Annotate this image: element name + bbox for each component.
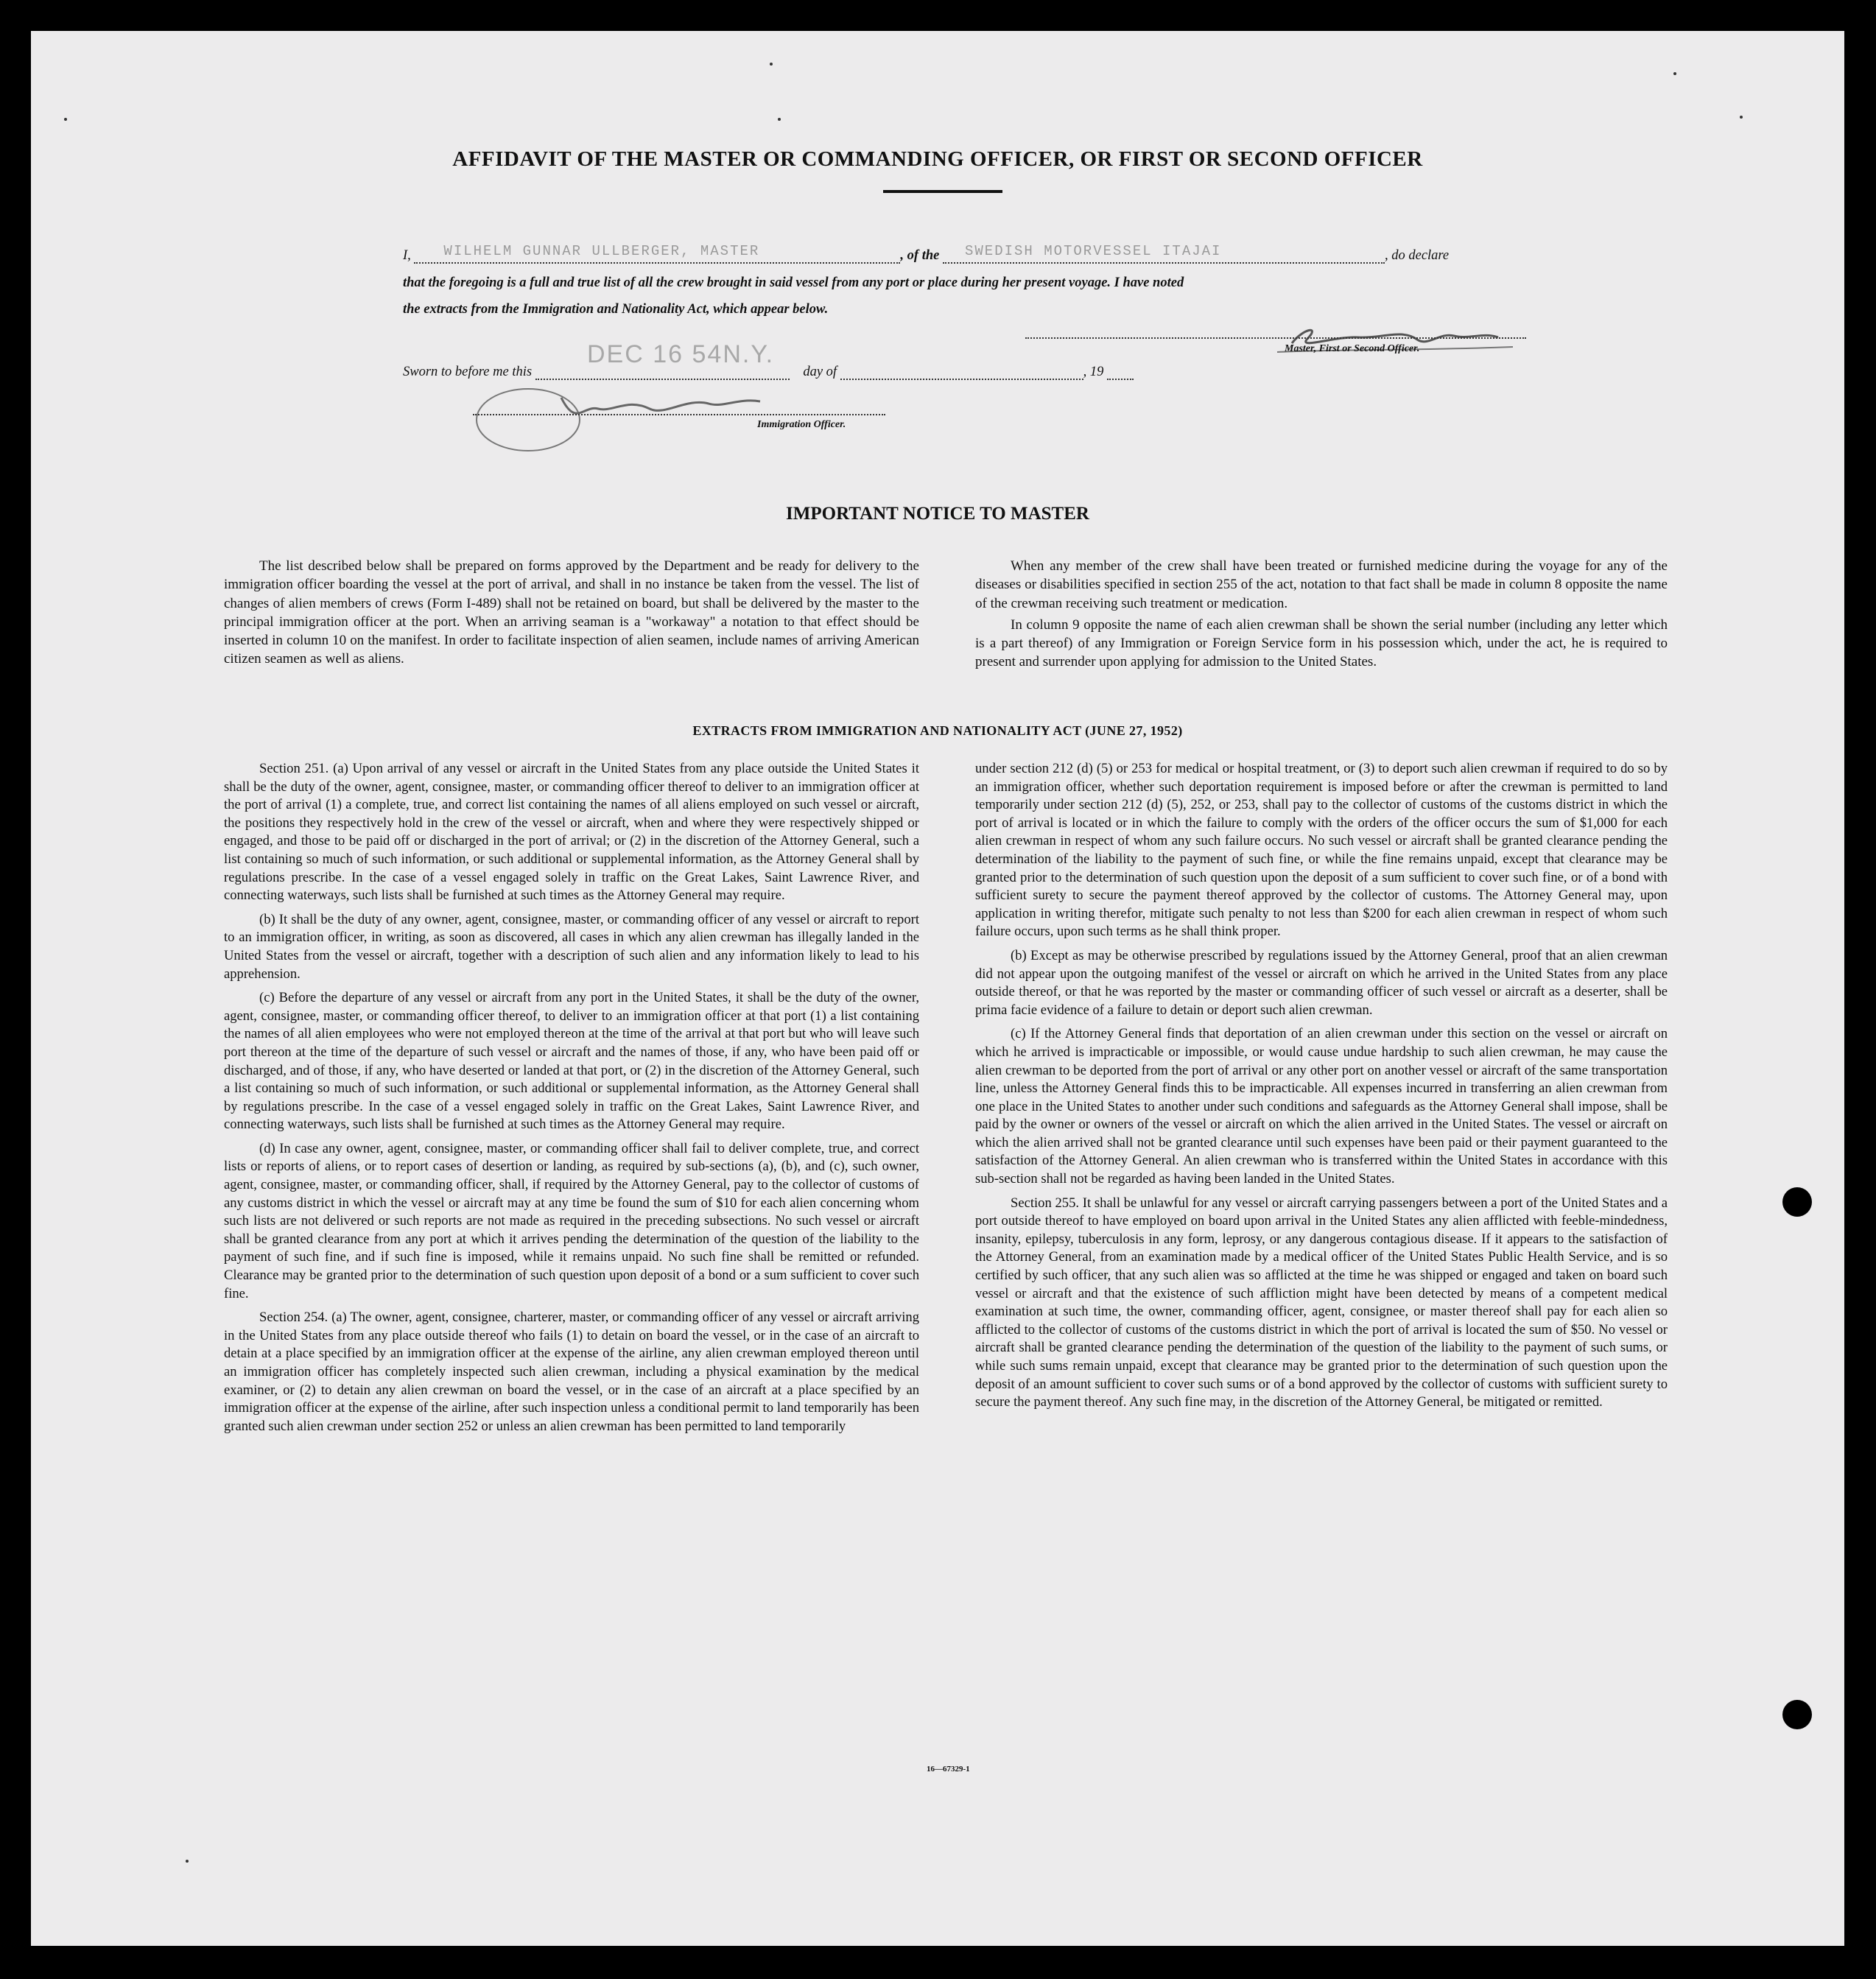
declaration-i-label: I, bbox=[403, 248, 411, 263]
extract-paragraph: (b) It shall be the duty of any owner, agent, consignee, master, or commanding officer of any vessel or aircraft to report to an immigration officer, in writing, as soon as discovered, all cases in which any alien crewman has illegally landed in the United States from the vessel or aircraft, together with a description of such alien and any information likely to lead to his apprehension. bbox=[224, 911, 919, 982]
notice-left-column bbox=[224, 557, 919, 675]
notice-paragraph: When any member of the crew shall have been treated or furnished medicine during the voyage for any of the diseases or disabilities specified in section 255 of the act, notation to that fact shall be made in column 8 opposite the name of the crewman receiving such treatment or medication. bbox=[975, 558, 1668, 611]
form-number: 16—67329-1 bbox=[927, 1765, 970, 1774]
master-name-field bbox=[414, 243, 900, 264]
master-caption: Master, First or Second Officer. bbox=[1285, 343, 1420, 354]
notice-paragraph: The list described below shall be prepared on forms approved by the Department and be ready for delivery to the immigration officer boarding the vessel at the port of arrival, and shall in no instance be taken from the vessel. The list of changes of alien members of crews (Form I-489) shall not be retained on board, but shall be delivered by the master to the principal immigration officer at the port. When an arriving seaman is a "workaway" a notation to that effect should be inserted in column 10 on the manifest. In order to facilitate inspection of alien seamen, include names of arriving American citizen seamen as well as aliens. bbox=[224, 558, 919, 667]
do-declare-label: , do declare bbox=[1384, 248, 1450, 263]
extract-paragraph: under section 212 (d) (5) or 253 for medical or hospital treatment, or (3) to deport such alien crewman if required to do so by an immigration officer, whether such deportation requirement is imposed before or after the crewman is permitted to land temporarily under section 212 (d) (5), 252, or 253, shall pay to the collector of customs of the customs district in which the port of arrival is located or in which the failure to comply with the orders of the officer occurs the sum of $1,000 for each alien crewman in respect of whom any such failure occurs. No such vessel or aircraft shall be granted clearance pending the determination of the liability to the payment of such fine, or while the fine remains unpaid, except that clearance may be granted prior to the determination of such question upon the deposit of a sum sufficient to cover such fine, or of a bond with sufficient surety to secure the payment thereof approved by the collector of customs. The Attorney General may, upon application in writing therefor, mitigate such penalty to not less than $200 for each alien crewman in respect of whom such failure occurs, upon such terms as he shall think proper. bbox=[975, 761, 1668, 940]
master-signature-line bbox=[1025, 337, 1526, 339]
notice-paragraph: In column 9 opposite the name of each alien crewman shall be shown the serial number (including any letter which is a part thereof) of any Immigration or Foreign Service form in his possession which, under the act, he is required to present and surrender upon applying for admission to the United States. bbox=[975, 616, 1668, 670]
scan-speck bbox=[186, 1860, 189, 1863]
extracts-title: EXTRACTS FROM IMMIGRATION AND NATIONALITY ACT (JUNE 27, 1952) bbox=[692, 723, 1183, 738]
extract-paragraph: Section 254. (a) The owner, agent, consignee, charterer, master, or commanding officer of any vessel or aircraft arriving in the United States from any place outside thereof who fails (1) to detain on board the vessel, or in the case of an aircraft to detain at a place specified by an immigration officer at the expense of the airline, any alien crewman employed thereon until an immigration officer has completely inspected such alien crewman, including a physical examination by the medical examiner, or (2) to detain any alien crewman on board the vessel, or in the case of an aircraft at a place specified by an immigration officer at the expense of the airline, after such inspection unless a conditional permit to land temporarily has been granted such alien crewman under section 252 or unless an alien crewman has been permitted to land temporarily bbox=[224, 1310, 919, 1434]
extracts-right-column bbox=[975, 760, 1668, 1418]
officer-signature bbox=[473, 376, 782, 457]
extract-paragraph: Section 255. It shall be unlawful for any vessel or aircraft carrying passengers between a port of the United States and a port outside thereof to have employed on board upon arrival in the United States any alien afflicted with feeble-mindedness, insanity, epilepsy, tuberculosis in any form, leprosy, or any dangerous contagious disease. If it appears to the satisfaction of the Attorney General, from an examination made by a medical officer of the United States Public Health Service, and is so certified by such officer, that any such alien was so afflicted at the time he was shipped or engaged and taken on board such vessel or aircraft and that the existence of such affliction might have been detected by means of a competent medical examination at such time, the owner, commanding officer, agent, consignee, or master thereof shall pay for each alien so afflicted to the collector of customs of the customs district in which the port of arrival is located the sum of $50. No vessel or aircraft shall be granted clearance pending the determination of the question of the liability to the payment of such sums, or while such sums remain unpaid, except that clearance may be granted prior to the determination of such question upon the deposit of an amount sufficient to cover such sums or of a bond approved by the collector of customs with sufficient surety to secure the payment thereof. Any such fine may, in the discretion of the Attorney General, be mitigated or remitted. bbox=[975, 1195, 1668, 1410]
sworn-label: Sworn to before me this bbox=[403, 365, 533, 379]
extract-paragraph: (c) Before the departure of any vessel or aircraft from any port in the United States, it shall be the duty of the owner, agent, consignee, master, or commanding officer thereof, to deliver to an immigration officer at that port (1) a list containing the names of all alien employees who were not employed thereon at the time of the arrival at that port but who will leave such port thereon at the time of the departure of such vessel or aircraft and the names of those, if any, who have been paid off or discharged, and of those, if any, who have deserted or landed at that port, or (2) in the discretion of the Attorney General, such a list containing so much of such information, or such additional or supplemental information, as the Attorney General shall by regulations prescribe. In the case of a vessel engaged solely in traffic on the Great Lakes, Saint Lawrence River, and connecting waterways, such lists shall be furnished at such times as the Attorney General may require. bbox=[224, 990, 919, 1133]
year-label: , 19 bbox=[1083, 365, 1104, 379]
vessel-name-value: SWEDISH MOTORVESSEL ITAJAI bbox=[964, 243, 1222, 259]
declaration-line-2: that the foregoing is a full and true list of all the crew brought in said vessel from any port or place during her present voyage. I have noted bbox=[403, 275, 1184, 290]
scan-speck bbox=[778, 118, 781, 121]
notice-right-column bbox=[975, 557, 1668, 678]
officer-signature-line bbox=[473, 414, 885, 415]
document-page bbox=[31, 31, 1844, 1946]
scan-speck bbox=[64, 118, 67, 121]
master-signature bbox=[1233, 314, 1542, 365]
date-stamp: DEC 16 54N.Y. bbox=[587, 340, 775, 368]
extract-paragraph: (c) If the Attorney General finds that deportation of an alien crewman under this section on the vessel or aircraft on which he arrived is impracticable or impossible, or would cause undue hardship to such alien crewman, he may cause the alien crewman to be deported from the port of arrival or any other port on another vessel or aircraft of the same transportation line, unless the Attorney General finds this to be impracticable. All expenses incurred in transferring an alien crewman from one place in the United States to another under such conditions and safeguards as the Attorney General shall impose, shall be paid by the owner or owners of the vessel or aircraft on which the alien arrived in the United States. The vessel or aircraft on which the alien arrived shall not be granted clearance until such expenses have been paid or their payment guaranteed to the satisfaction of the Attorney General. An alien crewman who is transferred within the United States in accordance with this sub-section shall not be regarded as having been landed in the United States. bbox=[975, 1026, 1668, 1187]
scan-speck bbox=[1673, 72, 1676, 75]
sworn-year-field bbox=[1107, 362, 1134, 380]
punch-hole bbox=[1782, 1187, 1812, 1217]
sworn-month-field bbox=[840, 362, 1083, 380]
extract-paragraph: (b) Except as may be otherwise prescribed by regulations issued by the Attorney General, proof that an alien crewman did not appear upon the outgoing manifest of the vessel or aircraft on which he arrived in the United States from any place outside thereof, or that he was reported by the master or commanding officer of such vessel or aircraft as a deserter, shall be prima facie evidence of a failure to detain or deport such alien crewman. bbox=[975, 947, 1668, 1018]
of-the-label: , of the bbox=[900, 248, 940, 263]
punch-hole bbox=[1782, 1700, 1812, 1729]
master-name-value: WILHELM GUNNAR ULLBERGER, MASTER bbox=[443, 243, 760, 259]
scan-speck bbox=[1740, 116, 1743, 119]
notice-title: IMPORTANT NOTICE TO MASTER bbox=[786, 504, 1089, 524]
title-rule bbox=[883, 190, 1002, 193]
affidavit-title: AFFIDAVIT OF THE MASTER OR COMMANDING OFFICER, OR FIRST OR SECOND OFFICER bbox=[452, 147, 1423, 171]
declaration-line-3: the extracts from the Immigration and Nationality Act, which appear below. bbox=[403, 302, 829, 317]
extract-paragraph: Section 251. (a) Upon arrival of any vessel or aircraft in the United States from any place outside the United States it shall be the duty of the owner, agent, consignee, master, or commanding officer thereof to deliver to an immigration officer at the port of arrival (1) a complete, true, and correct list containing the names of all aliens employed on such vessel or aircraft, the positions they respectively hold in the crew of the vessel or aircraft, when and where they were respectively shipped or engaged, and those to be paid off or discharged in the port of arrival; or (2) in the discretion of the Attorney General, such a list containing so much of such information, or such additional or supplemental information, as the Attorney General shall by regulations prescribe. In the case of a vessel engaged solely in traffic on the Great Lakes, Saint Lawrence River, and connecting waterways, such lists shall be furnished at such times as the Attorney General may require. bbox=[224, 761, 919, 904]
extracts-left-column bbox=[224, 760, 919, 1441]
extract-paragraph: (d) In case any owner, agent, consignee, master, or commanding officer shall fail to deliver complete, true, and correct lists or reports of aliens, or to report cases of desertion or landing, as required by sub-sections (a), (b), and (c), such owner, agent, consignee, master, or commanding officer, shall, if required by the Attorney General, pay to the collector of customs of any customs district in which the vessel or aircraft may at any time be found the sum of $10 for each alien concerning whom such lists are not delivered or such reports are not made as required in the preceding subsections. No such vessel or aircraft shall be granted clearance from any port at which it arrives pending the determination of the question of the liability to the payment of such fine, and if such fine is imposed, while it remains unpaid. No such fine shall be remitted or refunded. Clearance may be granted prior to the determination of such question upon deposit of a bond or a sum sufficient to cover such fine. bbox=[224, 1140, 919, 1301]
scan-speck bbox=[770, 63, 773, 66]
vessel-name-field bbox=[943, 243, 1385, 264]
day-of-label: day of bbox=[803, 365, 837, 379]
officer-caption: Immigration Officer. bbox=[757, 419, 846, 430]
